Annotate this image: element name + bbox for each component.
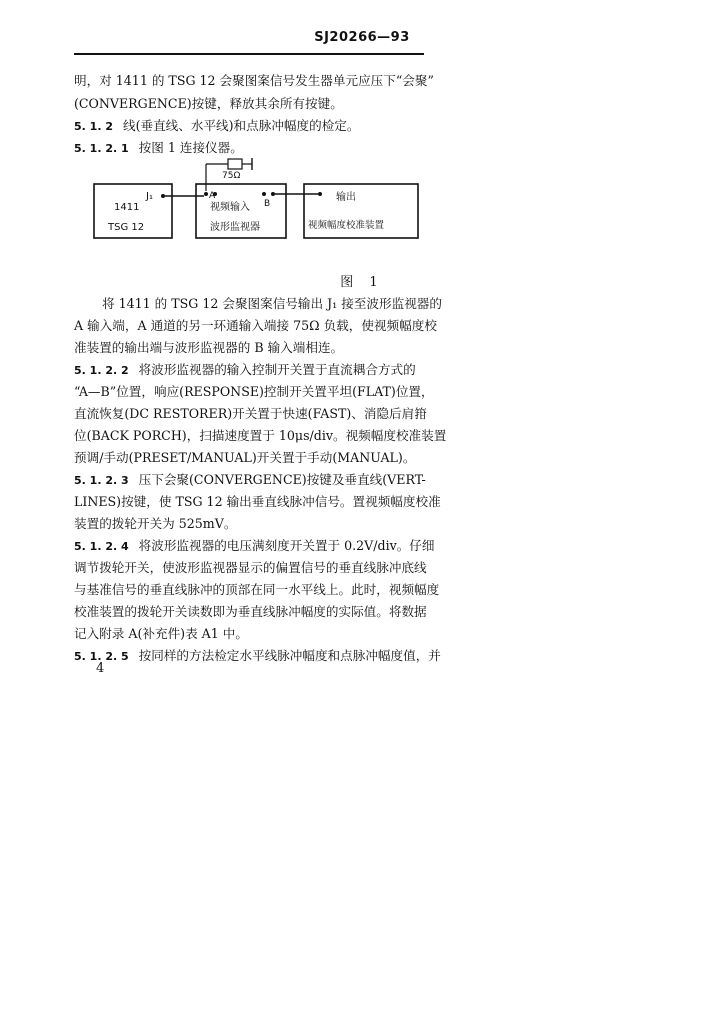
text-line: (CONVERGENCE)按键，释放其余所有按键。 xyxy=(74,96,343,111)
section-number: 5. 1. 2. 2 xyxy=(74,364,129,377)
page-number: 4 xyxy=(96,661,105,676)
port-dot xyxy=(161,194,165,198)
text-line: 明，对 1411 的 TSG 12 会聚图案信号发生器单元应压下“会聚” xyxy=(74,73,434,88)
figure-caption: 图 1 xyxy=(340,275,384,290)
section-heading: 线(垂直线、水平线)和点脉冲幅度的检定。 xyxy=(122,118,360,133)
calibrator-label: 视频幅度校准装置 xyxy=(308,220,385,231)
section-number: 5. 1. 2. 3 xyxy=(74,474,129,487)
text-line: 预调/手动(PRESET/MANUAL)开关置于手动(MANUAL)。 xyxy=(74,450,416,465)
text-line: 校准装置的拨轮开关读数即为垂直线脉冲幅度的实际值。将数据 xyxy=(74,604,427,619)
document-code-header: SJ20266—93 xyxy=(314,30,410,45)
port-dot xyxy=(271,192,275,196)
connection-diagram xyxy=(92,154,422,254)
text-line: “A—B”位置，响应(RESPONSE)控制开关置平坦(FLAT)位置， xyxy=(74,384,434,399)
text-line: 记入附录 A(补充件)表 A1 中。 xyxy=(74,626,248,641)
section-text: 将波形监视器的输入控制开关置于直流耦合方式的 xyxy=(138,362,416,377)
text-line: 调节拨轮开关，使波形监视器显示的偏置信号的垂直线脉冲底线 xyxy=(74,560,427,575)
section-5-1-2-5 xyxy=(74,648,441,665)
text-line: 准装置的输出端与波形监视器的 B 输入端相连。 xyxy=(74,340,344,355)
text-line: 直流恢复(DC RESTORER)开关置于快速(FAST)、消隐后肩箝 xyxy=(74,406,427,421)
section-text: 按图 1 连接仪器。 xyxy=(138,140,243,155)
section-text: 按同样的方法检定水平线脉冲幅度和点脉冲幅度值，并 xyxy=(138,648,441,663)
section-5-1-2-4 xyxy=(74,538,435,555)
generator-model: 1411 xyxy=(114,202,140,213)
text-line: A 输入端，A 通道的另一环通输入端接 75Ω 负载，使视频幅度校 xyxy=(74,318,437,333)
section-5-1-2-2 xyxy=(74,362,424,379)
section-number: 5. 1. 2. 4 xyxy=(74,540,129,553)
load-resistor xyxy=(228,159,242,169)
section-text: 压下会聚(CONVERGENCE)按键及垂直线(VERT- xyxy=(138,472,426,487)
video-input-label: 视频输入 xyxy=(210,202,250,213)
section-5-1-2-3 xyxy=(74,472,424,489)
section-number: 5. 1. 2 xyxy=(74,120,113,133)
section-text: 将波形监视器的电压满刻度开关置于 0.2V/div。仔细 xyxy=(138,538,435,553)
waveform-monitor-label: 波形监视器 xyxy=(210,222,260,233)
port-dot xyxy=(262,192,266,196)
header-rule xyxy=(74,53,424,55)
generator-port-j1: J₁ xyxy=(146,191,153,202)
input-b-label: B xyxy=(264,199,271,209)
text-line: 将 1411 的 TSG 12 会聚图案信号输出 J₁ 接至波形监视器的 xyxy=(102,296,442,311)
text-line: LINES)按键，使 TSG 12 输出垂直线脉冲信号。置视频幅度校准 xyxy=(74,494,441,509)
port-dot xyxy=(318,192,322,196)
section-5-1-2 xyxy=(74,118,424,135)
port-dot xyxy=(204,192,208,196)
generator-name: TSG 12 xyxy=(108,222,145,233)
output-label: 输出 xyxy=(336,192,356,203)
section-number: 5. 1. 2. 1 xyxy=(74,142,129,155)
text-line: 与基准信号的垂直线脉冲的顶部在同一水平线上。此时，视频幅度 xyxy=(74,582,440,597)
load-value: 75Ω xyxy=(222,171,241,181)
section-number: 5. 1. 2. 5 xyxy=(74,650,129,663)
input-a-label: A xyxy=(209,191,216,201)
text-line: 装置的拨轮开关为 525mV。 xyxy=(74,516,237,531)
text-line: 位(BACK PORCH)，扫描速度置于 10μs/div。视频幅度校准装置 xyxy=(74,428,447,443)
